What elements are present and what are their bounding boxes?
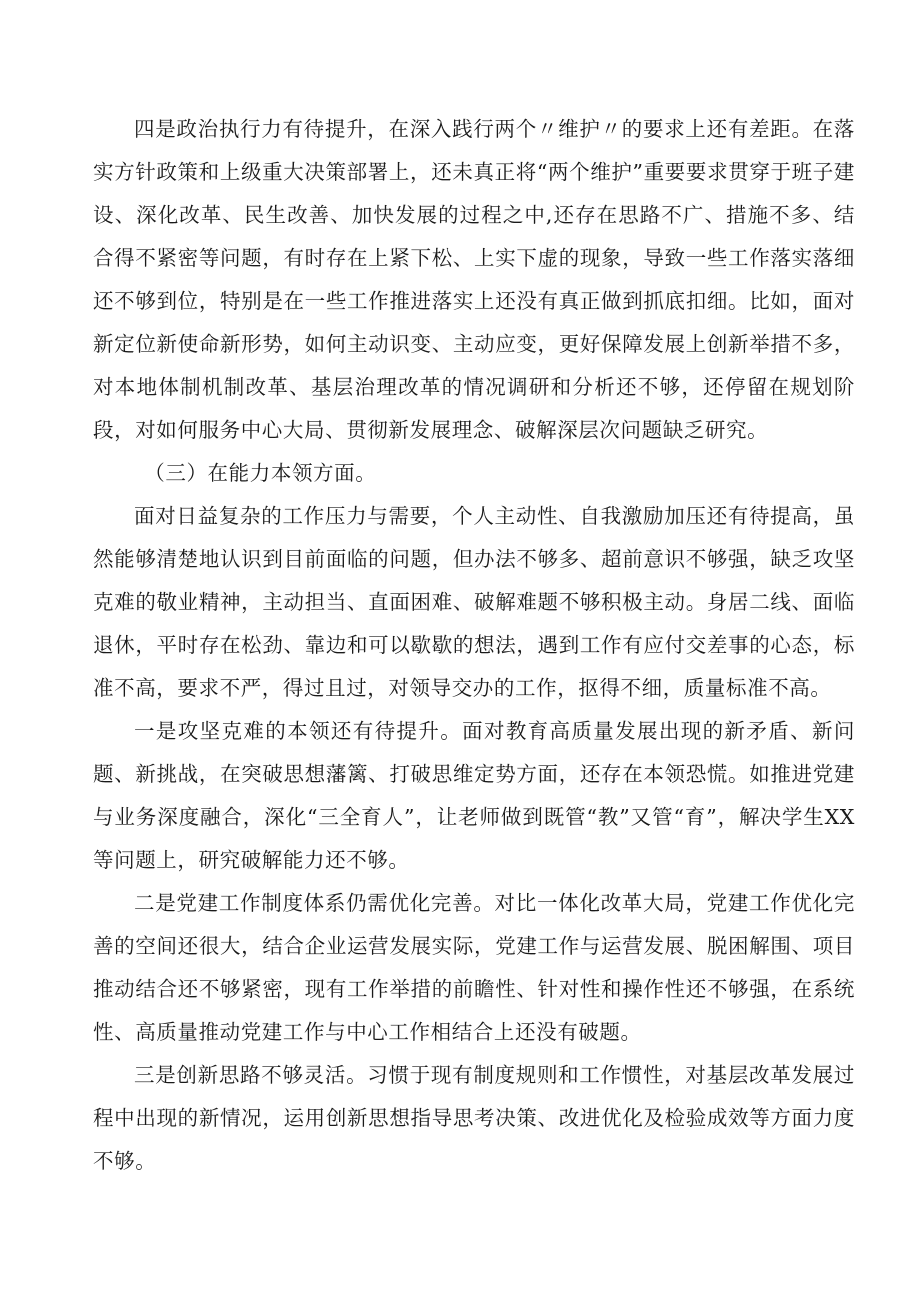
section-heading-ability: （三）在能力本领方面。 (144, 461, 377, 485)
paragraph-tackling-difficulties: 一是攻坚克难的本领还有待提升。面对教育高质量发展出现的新矛盾、新问题、新挑战，在突破思想藩篱、打破思维定势方面，还存在本领恐慌。如推进党建与业务深度融合，深化“三全育人”，让老师做到既管“教”又管“育”，解决学生XX等问题上，研究破解能力还不够。 (93, 719, 855, 872)
paragraph-innovation-thinking: 三是创新思路不够灵活。习惯于现有制度规则和工作惯性，对基层改革发展过程中出现的新情况，运用创新思想指导思考决策、改进优化及检验成效等方面力度不够。 (93, 1063, 855, 1173)
paragraph-political-execution: 四是政治执行力有待提升，在深入践行两个〃维护〃的要求上还有差距。在落实方针政策和上级重大决策部署上，还未真正将“两个维护”重要要求贯穿于班子建设、深化改革、民生改善、加快发展的过程之中,还存在思路不广、措施不多、结合得不紧密等问题，有时存在上紧下松、上实下虚的现象，导致一些工作落实落细还不够到位，特别是在一些工作推进落实上还没有真正做到抓底扣细。比如，面对新定位新使命新形势，如何主动识变、主动应变，更好保障发展上创新举措不多，对本地体制机制改革、基层治理改革的情况调研和分析还不够，还停留在规划阶段，对如何服务中心大局、贯彻新发展理念、破解深层次问题缺乏研究。 (93, 117, 855, 442)
paragraph-ability-overview: 面对日益复杂的工作压力与需要，个人主动性、自我激励加压还有待提高，虽然能够清楚地认识到目前面临的问题，但办法不够多、超前意识不够强，缺乏攻坚克难的敬业精神，主动担当、直面困难、破解难题不够积极主动。身居二线、面临退休，平时存在松劲、靠边和可以歇歇的想法，遇到工作有应付交差事的心态，标准不高，要求不严，得过且过，对领导交办的工作，抠得不细，质量标准不高。 (93, 504, 855, 700)
document-body (93, 108, 855, 1183)
paragraph-party-building-system: 二是党建工作制度体系仍需优化完善。对比一体化改革大局，党建工作优化完善的空间还很大，结合企业运营发展实际，党建工作与运营发展、脱困解围、项目推动结合还不够紧密，现有工作举措的前瞻性、针对性和操作性还不够强，在系统性、高质量推动党建工作与中心工作相结合上还没有破题。 (93, 891, 855, 1044)
